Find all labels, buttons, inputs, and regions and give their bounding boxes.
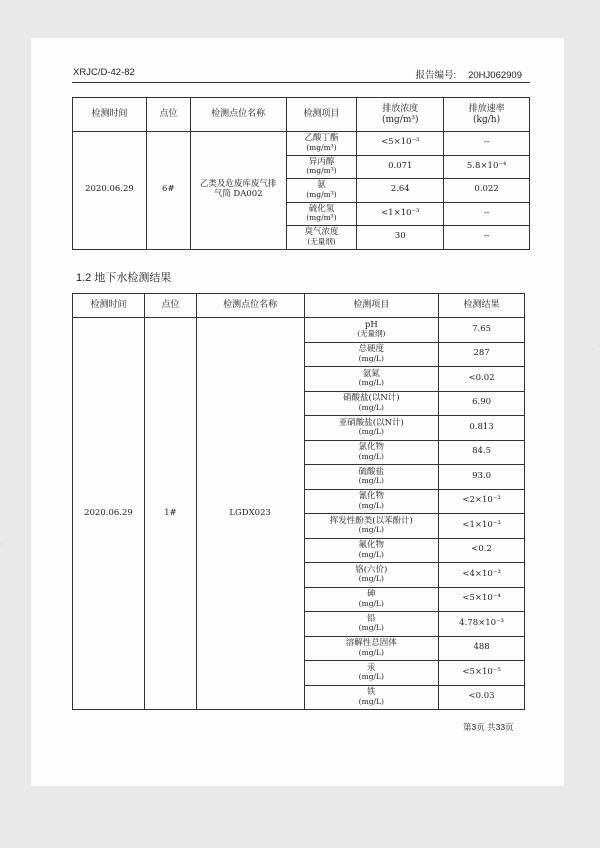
item-unit: (mg/L) xyxy=(358,451,384,461)
concentration-cell: 30 xyxy=(357,226,444,250)
result-cell: <0.03 xyxy=(439,685,525,710)
table1-header: 排放浓度 (mg/m³) xyxy=(357,98,444,132)
concentration-cell: 2.64 xyxy=(357,179,444,203)
item-unit: (mg/L) xyxy=(358,696,384,706)
rate-cell: 0.022 xyxy=(444,179,530,203)
item-unit: (mg/m³) xyxy=(306,166,337,176)
rate-cell: 5.8×10⁻⁴ xyxy=(444,155,530,179)
concentration-cell: <1×10⁻³ xyxy=(357,202,444,226)
table1-row xyxy=(73,132,530,156)
result-cell: 0.813 xyxy=(439,416,525,441)
result-cell: 93.0 xyxy=(439,465,525,490)
report-number xyxy=(403,67,522,81)
result-cell: <5×10⁻⁴ xyxy=(439,587,525,612)
item-cell xyxy=(304,416,439,441)
item-name: 挥发性酚类(以苯酚计) xyxy=(329,515,413,526)
groundwater-table xyxy=(72,293,525,710)
point-cell: 1# xyxy=(144,318,196,710)
page-footer: 第3页 共33页 xyxy=(463,722,514,732)
item-cell xyxy=(304,538,439,563)
result-cell: <4×10⁻³ xyxy=(439,563,525,588)
item-name: 铬(六价) xyxy=(355,564,388,575)
location-cell: LGDX023 xyxy=(196,318,304,710)
concentration-cell: 0.071 xyxy=(357,155,444,179)
rate-cell: -- xyxy=(444,226,530,250)
item-unit: (mg/L) xyxy=(358,353,384,363)
doc-code: XRJC/D-42-82 xyxy=(73,67,135,78)
item-name: 乙酸丁酯 xyxy=(304,133,339,144)
result-cell: 287 xyxy=(439,342,525,367)
item-name: pH xyxy=(364,319,378,330)
item-unit: (mg/L) xyxy=(358,623,384,633)
item-unit: (mg/L) xyxy=(358,525,384,535)
table1-header-row xyxy=(73,98,530,132)
item-name: 硝酸盐(以N计) xyxy=(343,393,400,404)
report-number-value: 20HJ062909 xyxy=(468,70,522,81)
item-cell xyxy=(304,636,439,661)
item-cell xyxy=(304,342,439,367)
table1-header: 检测点位名称 xyxy=(190,98,286,132)
item-cell xyxy=(286,132,357,156)
item-cell xyxy=(304,563,439,588)
item-unit: (mg/L) xyxy=(358,500,384,510)
result-cell: <1×10⁻³ xyxy=(439,514,525,539)
table1-header: 点位 xyxy=(146,98,190,132)
rate-cell: -- xyxy=(444,202,530,226)
item-unit: (mg/L) xyxy=(358,427,384,437)
result-cell: 7.65 xyxy=(439,318,525,343)
table2-header: 检测结果 xyxy=(439,294,525,318)
table1-header: 检测项目 xyxy=(286,98,357,132)
location-cell: 乙类及危废库废气排气筒 DA002 xyxy=(190,132,286,250)
table1-header: 排放速率 (kg/h) xyxy=(444,98,530,132)
item-name: 氰化物 xyxy=(358,491,385,502)
item-name: 溶解性总固体 xyxy=(345,638,397,649)
item-cell xyxy=(304,489,439,514)
item-name: 铅 xyxy=(367,613,376,624)
exhaust-gas-table xyxy=(72,97,530,250)
table2-header-row xyxy=(73,294,525,318)
item-name: 铁 xyxy=(367,687,376,698)
item-unit: (mg/L) xyxy=(358,402,384,412)
item-cell xyxy=(304,391,439,416)
item-cell xyxy=(304,440,439,465)
item-unit: (mg/L) xyxy=(358,598,384,608)
table2-header: 检测时间 xyxy=(73,294,145,318)
item-name: 氨氮 xyxy=(362,368,380,379)
point-cell: 6# xyxy=(146,132,190,250)
item-cell xyxy=(286,226,357,250)
item-cell xyxy=(286,202,357,226)
result-cell: <2×10⁻³ xyxy=(439,489,525,514)
section-title: 1.2 地下水检测结果 xyxy=(76,272,172,284)
table2-header: 检测项目 xyxy=(304,294,439,318)
item-unit: (mg/L) xyxy=(358,549,384,559)
item-cell xyxy=(286,155,357,179)
item-cell xyxy=(286,179,357,203)
item-cell xyxy=(304,465,439,490)
item-unit: (mg/L) xyxy=(358,672,384,682)
result-cell: <0.2 xyxy=(439,538,525,563)
header-rule xyxy=(72,82,530,83)
test-date-cell: 2020.06.29 xyxy=(73,132,147,250)
item-name: 臭气浓度 xyxy=(304,227,339,238)
item-name: 总硬度 xyxy=(358,344,385,355)
concentration-cell: <5×10⁻³ xyxy=(357,132,444,156)
item-cell xyxy=(304,661,439,686)
item-name: 砷 xyxy=(367,589,376,600)
item-name: 硫化氢 xyxy=(308,203,335,214)
result-cell: 488 xyxy=(439,636,525,661)
item-unit: (mg/m³) xyxy=(306,189,337,199)
item-unit: (mg/L) xyxy=(358,378,384,388)
item-cell xyxy=(304,587,439,612)
item-cell xyxy=(304,367,439,392)
item-name: 氨 xyxy=(317,180,326,191)
item-cell xyxy=(304,514,439,539)
table2-header: 检测点位名称 xyxy=(196,294,304,318)
item-unit: (mg/m³) xyxy=(306,142,337,152)
report-number-label: 报告编号: xyxy=(415,70,457,81)
item-unit: (mg/L) xyxy=(358,476,384,486)
item-cell xyxy=(304,318,439,343)
table2-header: 点位 xyxy=(144,294,196,318)
result-cell: 6.90 xyxy=(439,391,525,416)
table2-row xyxy=(73,318,525,343)
scan-mark: · xyxy=(592,345,595,355)
item-unit: (无量纲) xyxy=(357,329,386,339)
item-name: 氟化物 xyxy=(358,540,385,551)
item-unit: (mg/L) xyxy=(358,647,384,657)
item-name: 汞 xyxy=(367,662,376,673)
result-cell: 84.5 xyxy=(439,440,525,465)
scan-mark: · xyxy=(0,540,3,550)
item-cell xyxy=(304,612,439,637)
rate-cell: -- xyxy=(444,132,530,156)
item-unit: (无量纲) xyxy=(307,236,336,246)
item-unit: (mg/L) xyxy=(358,574,384,584)
item-name: 异丙醇 xyxy=(308,156,335,167)
table1-header: 检测时间 xyxy=(73,98,147,132)
item-cell xyxy=(304,685,439,710)
result-cell: <0.02 xyxy=(439,367,525,392)
item-name: 氯化物 xyxy=(358,442,385,453)
test-date-cell: 2020.06.29 xyxy=(73,318,145,710)
item-unit: (mg/m³) xyxy=(306,213,337,223)
item-name: 硫酸盐 xyxy=(358,466,385,477)
result-cell: <5×10⁻⁵ xyxy=(439,661,525,686)
item-name: 亚硝酸盐(以N计) xyxy=(338,417,404,428)
result-cell: 4.78×10⁻³ xyxy=(439,612,525,637)
